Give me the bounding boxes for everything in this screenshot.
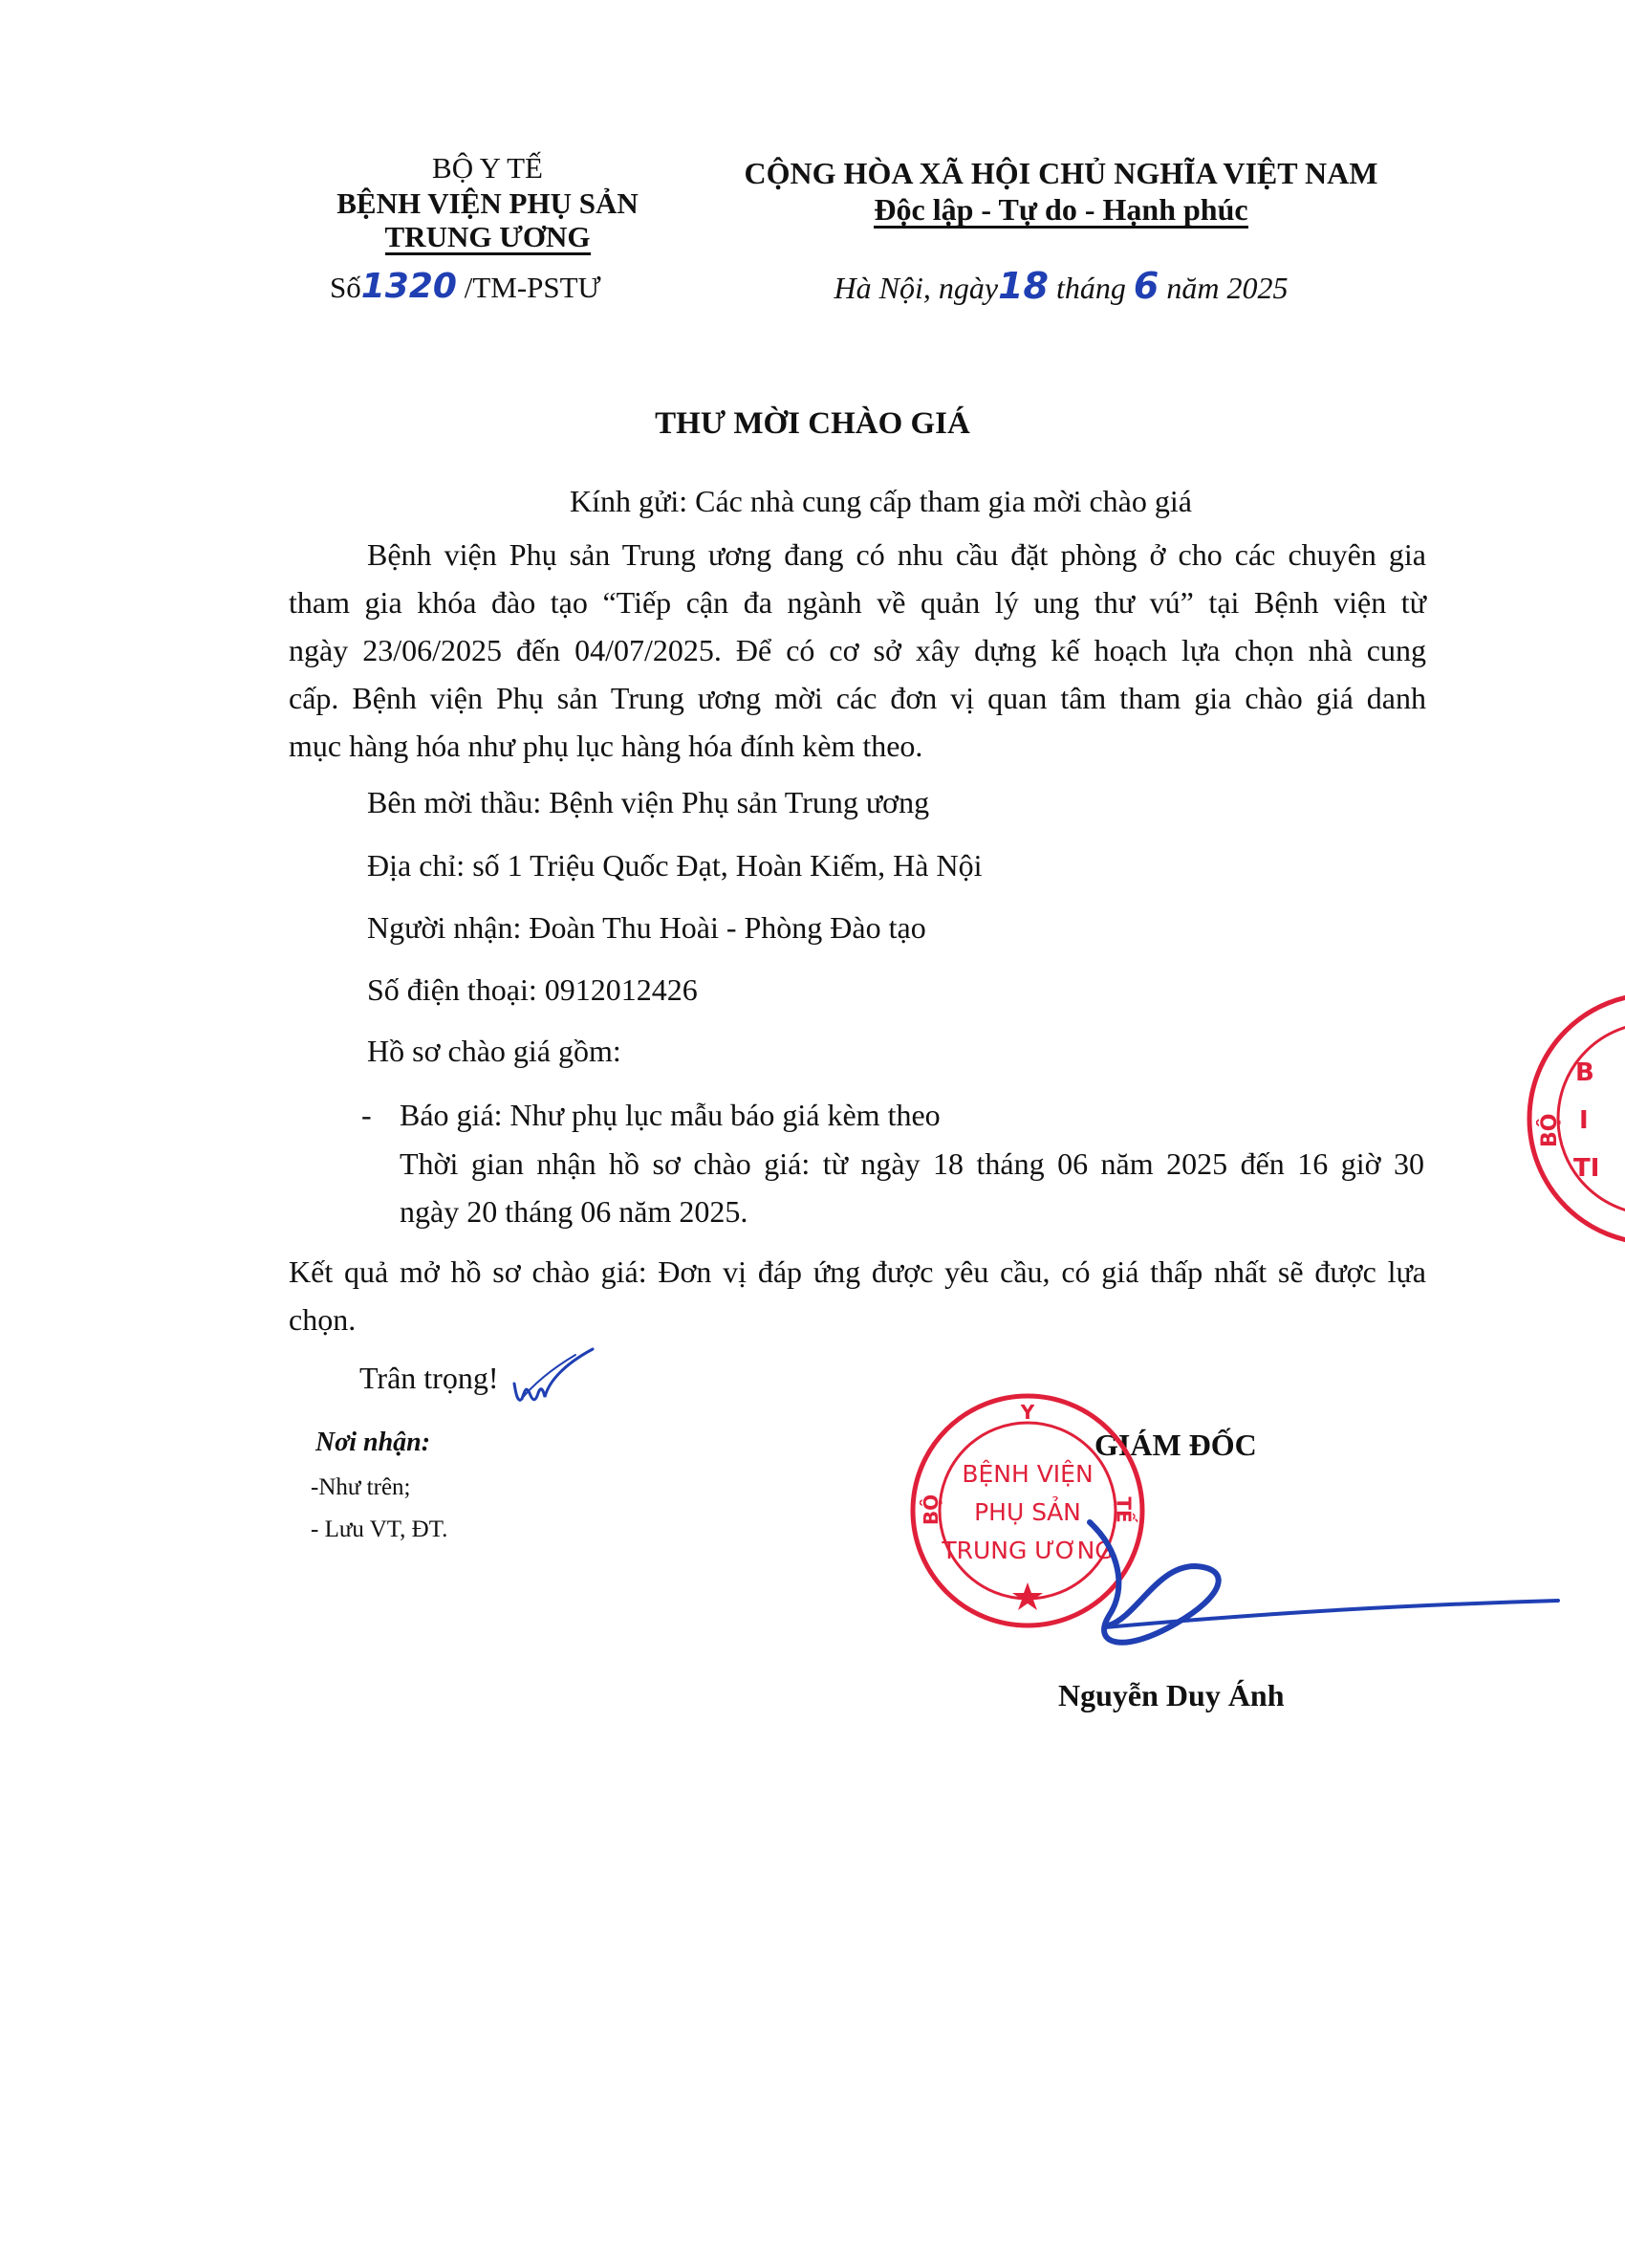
- phone-line: Số điện thoại: 0912012426: [367, 972, 698, 1007]
- date-month-handwritten: 6: [1133, 265, 1159, 307]
- motto: [707, 194, 1415, 229]
- date-day-handwritten: 18: [998, 265, 1049, 307]
- motto-text: Độc lập - Tự do - Hạnh phúc: [874, 192, 1248, 227]
- svg-text:BỘ: BỘ: [1538, 1113, 1562, 1147]
- signer-role: GIÁM ĐỐC: [1094, 1428, 1257, 1462]
- date-year: năm 2025: [1166, 271, 1289, 305]
- ministry-name: BỘ Y TẾ: [432, 151, 543, 185]
- hospital-name-line1: BỆNH VIỆN PHỤ SẢN: [336, 186, 639, 220]
- stamp-line1: BỆNH VIỆN: [962, 1460, 1094, 1488]
- address-line: Địa chỉ: số 1 Triệu Quốc Đạt, Hoàn Kiếm, Hà Nội: [367, 848, 983, 883]
- document-title: THƯ MỜI CHÀO GIÁ: [655, 406, 970, 441]
- bullet-dash: -: [361, 1098, 372, 1132]
- result-line: chọn.: [289, 1302, 357, 1337]
- inviter-line: Bên mời thầu: Bệnh viện Phụ sản Trung ương: [367, 785, 930, 819]
- number-handwritten: 1320: [360, 267, 457, 306]
- submission-time: [400, 1140, 1424, 1235]
- intro-line: tham gia khóa đào tạo “Tiếp cận đa ngành về quản lý ung thư vú” tại Bệnh viện từ: [289, 585, 1426, 620]
- stamp-top-text: Y: [1020, 1401, 1035, 1424]
- recipient-item: -Như trên;: [311, 1474, 411, 1500]
- submission-time-line1: Thời gian nhận hồ sơ chào giá: từ ngày 18 tháng 06 năm 2025 đến 16 giờ 30: [400, 1146, 1424, 1181]
- number-suffix: /TM-PSTƯ: [464, 271, 601, 304]
- hospital-name-line2-text: TRUNG ƯƠNG: [384, 220, 591, 253]
- stamp-line3: TRUNG ƯƠNG: [942, 1537, 1114, 1564]
- signer-name: Nguyễn Duy Ánh: [1058, 1678, 1285, 1712]
- document-number: [330, 267, 674, 306]
- recipients-label: Nơi nhận:: [315, 1428, 431, 1457]
- stamp-right-text: TẾ: [1112, 1496, 1136, 1523]
- dossier-line: Hồ sơ chào giá gồm:: [367, 1034, 621, 1068]
- bullet-quote-item: Báo giá: Như phụ lục mẫu báo giá kèm theo: [400, 1098, 941, 1132]
- intro-line: cấp. Bệnh viện Phụ sản Trung ương mời các đơn vị quan tâm tham gia chào giá danh: [289, 681, 1426, 715]
- country-name: CỘNG HÒA XÃ HỘI CHỦ NGHĨA VIỆT NAM: [744, 156, 1378, 190]
- intro-paragraph: [289, 531, 1426, 770]
- stamp-line2: PHỤ SẢN: [974, 1498, 1081, 1526]
- intro-line: ngày 23/06/2025 đến 04/07/2025. Để có cơ sở xây dựng kế hoạch lựa chọn nhà cung: [289, 633, 1426, 667]
- date-prefix: Hà Nội, ngày: [834, 271, 999, 305]
- number-prefix: Số: [330, 271, 361, 304]
- date-month-word: tháng: [1055, 271, 1126, 305]
- greeting: Kính gửi: Các nhà cung cấp tham gia mời chào giá: [570, 484, 1192, 518]
- recipient-item: - Lưu VT, ĐT.: [311, 1516, 448, 1542]
- result-line: Kết quả mở hồ sơ chào giá: Đơn vị đáp ứng được yêu cầu, có giá thấp nhất sẽ được lựa: [289, 1254, 1426, 1289]
- svg-text:B: B: [1575, 1058, 1594, 1087]
- intro-line: mục hàng hóa như phụ lục hàng hóa đính kèm theo.: [289, 729, 923, 763]
- result-paragraph: [289, 1248, 1426, 1343]
- svg-text:I: I: [1579, 1106, 1589, 1135]
- closing: Trân trọng!: [359, 1361, 499, 1395]
- svg-text:TI: TI: [1573, 1154, 1600, 1183]
- intro-line: Bệnh viện Phụ sản Trung ương đang có nhu cầu đặt phòng ở cho các chuyên gia: [367, 537, 1426, 572]
- hospital-name-line2: [287, 222, 688, 255]
- submission-time-line2: ngày 20 tháng 06 năm 2025.: [400, 1194, 748, 1229]
- issue-date: [707, 265, 1415, 307]
- receiver-line: Người nhận: Đoàn Thu Hoài - Phòng Đào tạo: [367, 910, 926, 945]
- director-signature-icon: [1071, 1511, 1568, 1664]
- initials-signature-icon: [507, 1343, 602, 1420]
- edge-stamp-icon: [1520, 985, 1625, 1253]
- stamp-left-text: BỘ: [920, 1494, 943, 1526]
